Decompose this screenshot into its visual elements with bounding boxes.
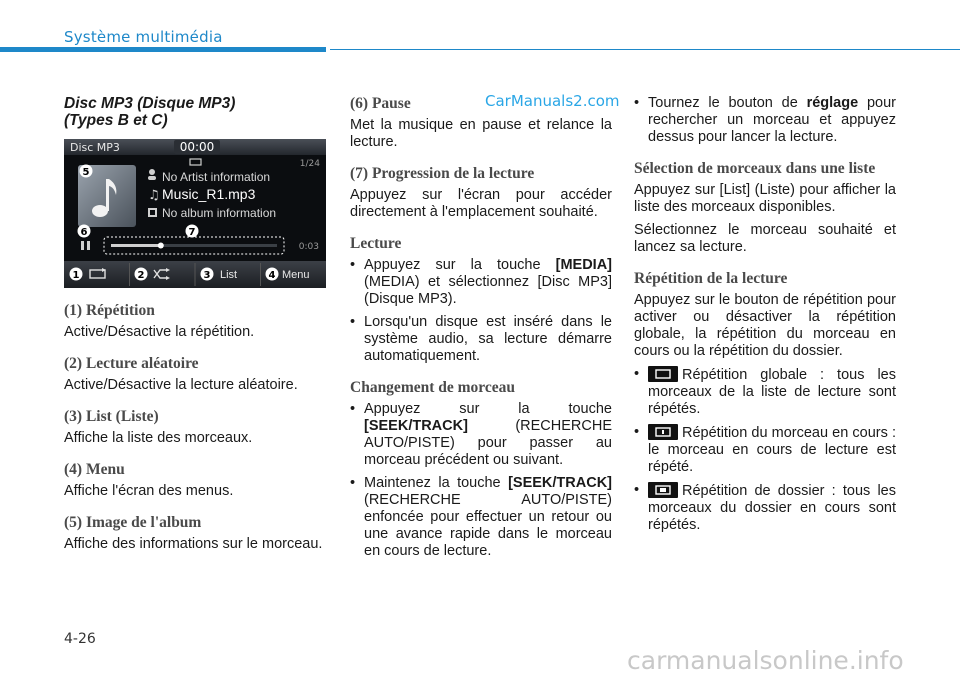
list-selection-text-2: Sélectionnez le morceau souhaité et lancez sa lecture. [634,222,896,255]
repeat-one-bullet: • Répétition du morceau en cours : le morceau en cours de lecture est répété. [634,424,896,476]
section-6-title: (6) Pause [350,95,411,112]
note-small-icon: ♫ [148,188,160,203]
track-title: Music_R1.mp3 [162,186,256,202]
repeat-bullets [634,366,896,534]
section-1-title: (1) Répétition [64,302,155,319]
section-5-text: Affiche des informations sur le morceau. [64,536,323,552]
svg-text:5: 5 [82,167,90,178]
section-3-title: (3) List (Liste) [64,408,159,425]
repeat-one-icon [648,424,678,440]
lecture-bullet-1: • Appuyez sur la touche [MEDIA] (MEDIA) et sélectionnez [Disc MP3] (Disque MP3). [350,257,612,308]
lecture-bullet-2: • Lorsqu'un disque est inséré dans le système audio, sa lecture démarre automatiquement. [350,314,612,365]
repeat-title: Répétition de la lecture [634,270,788,287]
list-selection-title: Sélection de morceaux dans une liste [634,160,876,177]
tune-bullets [634,95,896,146]
section-6-text: Met la musique en pause et relance la lecture. [350,117,612,150]
column-3 [634,95,896,540]
screen-clock: 00:00 [179,140,215,154]
column-2 [350,95,612,566]
lecture-title: Lecture [350,235,402,252]
site-watermark: CarManuals2.com [485,92,620,110]
progress-fill [111,244,161,247]
section-header-title: Système multimédia [64,28,223,46]
artist-info: No Artist information [162,170,271,184]
track-change-bullet-2: • Maintenez la touche [SEEK/TRACK] (RECHERCHE AUTO/PISTE) enfoncée pour effectuer un retour ou une avance rapide dans le morceau en cours de lecture. [350,475,612,560]
section-7-title: (7) Progression de la lecture [350,165,535,182]
repeat-text: Appuyez sur le bouton de répétition pour activer ou désactiver la répétition globale, la répétition du morceau en cours ou la répétition du dossier. [634,292,896,359]
elapsed-time: 0:03 [298,242,319,252]
track-change-bullet-1: • Appuyez sur la touche [SEEK/TRACK] (RECHERCHE AUTO/PISTE) pour passer au morceau précédent ou suivant. [350,401,612,469]
menu-button[interactable] [266,268,310,282]
mp3-player-screen [64,139,326,288]
screen-mode-label: Disc MP3 [70,141,120,154]
section-4-title: (4) Menu [64,461,125,478]
button-4-number: 4 [268,270,276,281]
svg-text:7: 7 [188,227,196,238]
progress-knob[interactable] [158,243,164,249]
tune-bullet: • Tournez le bouton de réglage pour rechercher un morceau et appuyez dessus pour lancer la lecture. [634,95,896,146]
button-1-number: 1 [72,270,80,281]
mp3-title-line2: (Types B et C) [64,112,168,129]
header-rule-thick [0,47,326,52]
album-icon [148,208,157,217]
mp3-player-screen-svg [64,139,326,288]
repeat-all-icon [648,366,678,382]
list-selection-text-1: Appuyez sur [List] (Liste) pour afficher la liste des morceaux disponibles. [634,182,896,215]
descriptions-list-1 [64,302,326,553]
page-number: 4-26 [64,631,96,647]
footer-watermark: carmanualsonline.info [627,646,904,675]
mp3-title-line1: Disc MP3 (Disque MP3) [64,95,236,112]
section-4-text: Affiche l'écran des menus. [64,483,234,499]
menu-button-label: Menu [282,269,310,281]
track-count: 1/24 [299,159,320,169]
svg-text:6: 6 [80,227,88,238]
column-1 [64,95,326,559]
mp3-title [64,95,326,129]
album-info: No album information [162,206,277,220]
section-7-text: Appuyez sur l'écran pour accéder directement à l'emplacement souhaité. [350,187,612,220]
repeat-folder-bullet: • Répétition de dossier : tous les morceaux du dossier en cours sont répétés. [634,482,896,534]
track-change-bullets [350,401,612,560]
section-2-text: Active/Désactive la lecture aléatoire. [64,377,298,393]
repeat-all-bullet: • Répétition globale : tous les morceaux de la liste de lecture sont répétés. [634,366,896,418]
button-2-number: 2 [137,270,145,281]
lecture-bullets [350,257,612,365]
page-header [0,0,960,56]
list-button-label: List [220,269,238,281]
section-3-text: Affiche la liste des morceaux. [64,430,253,446]
section-5-title: (5) Image de l'album [64,514,202,531]
button-3-number: 3 [203,270,211,281]
track-change-title: Changement de morceau [350,379,516,396]
section-2-title: (2) Lecture aléatoire [64,355,199,372]
repeat-folder-icon [648,482,678,498]
section-1-text: Active/Désactive la répétition. [64,324,255,340]
header-rule-thin [330,49,960,50]
